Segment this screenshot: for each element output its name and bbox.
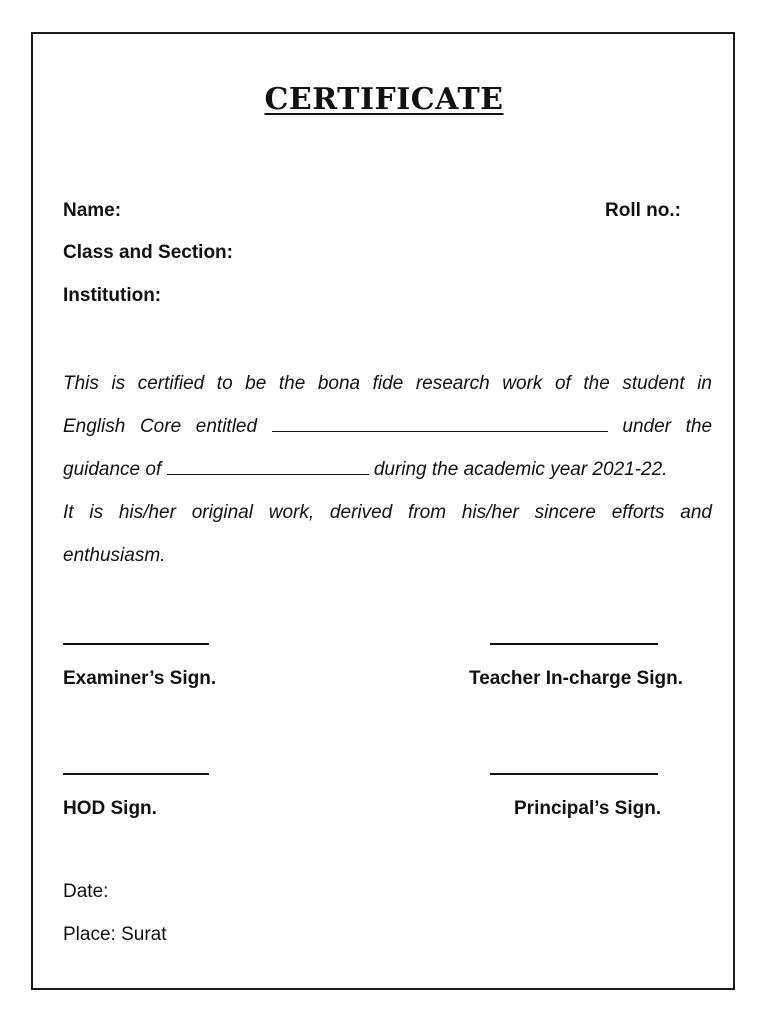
hod-signature-line (63, 773, 209, 775)
teacher-signature-line (490, 643, 658, 645)
class-section-label: Class and Section: (63, 242, 233, 263)
paragraph-line: It is his/her original work, derived from his/her sincere efforts and (63, 502, 712, 523)
paragraph-line: This is certified to be the bona fide research work of the student in (63, 373, 712, 394)
project-title-blank (272, 430, 608, 432)
certificate-title: CERTIFICATE (264, 82, 504, 117)
guide-name-blank (167, 473, 369, 475)
paragraph-line: enthusiasm. (63, 545, 166, 566)
date-label: Date: (63, 881, 109, 902)
name-label: Name: (63, 200, 122, 221)
teacher-sign-label: Teacher In-charge Sign. (469, 668, 683, 689)
paragraph-text: English Core entitled (63, 416, 258, 437)
certification-paragraph (63, 362, 712, 577)
paragraph-text: guidance of (63, 459, 162, 480)
paragraph-line (63, 448, 712, 491)
roll-no-label: Roll no.: (605, 200, 681, 221)
paragraph-text: during the academic year 2021-22. (373, 459, 668, 480)
institution-label: Institution: (63, 285, 162, 306)
principal-sign-label: Principal’s Sign. (514, 798, 662, 819)
paragraph-line (63, 405, 712, 448)
paragraph-text: under the (622, 416, 713, 437)
hod-sign-label: HOD Sign. (63, 798, 157, 819)
examiner-signature-line (63, 643, 209, 645)
examiner-sign-label: Examiner’s Sign. (63, 668, 217, 689)
place-label: Place: Surat (63, 924, 167, 945)
principal-signature-line (490, 773, 658, 775)
